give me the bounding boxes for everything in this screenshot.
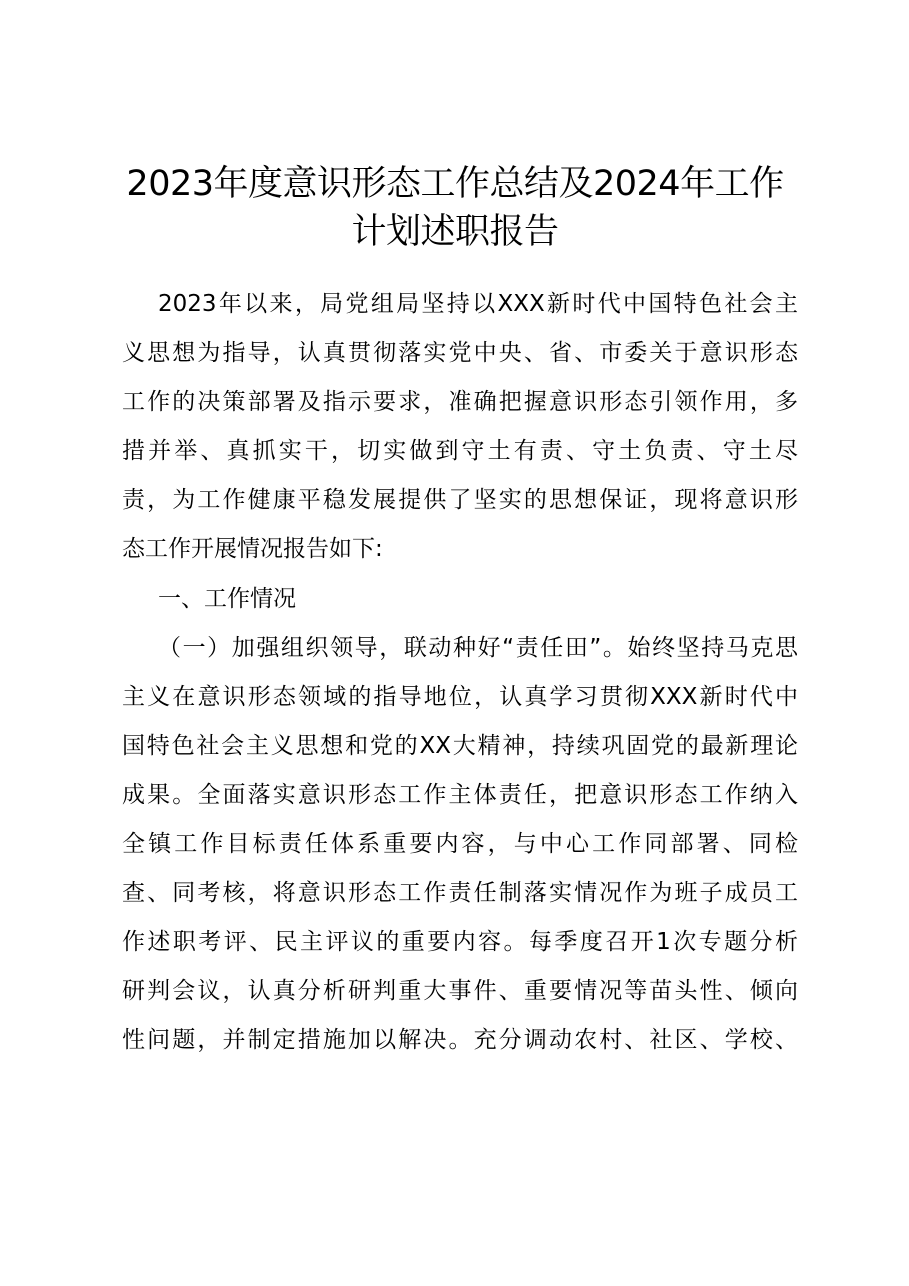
paragraph-line: 研判会议，认真分析研判重大事件、重要情况等苗头性、倾向 [122,978,798,1005]
paragraph-line: 成果。全面落实意识形态工作主体责任，把意识形态工作纳入 [122,781,798,808]
document-body [122,280,798,1066]
section-heading: 一、工作情况 [158,585,296,612]
paragraph-line: 全镇工作目标责任体系重要内容，与中心工作同部署、同检 [122,831,798,858]
paragraph-line: （一）加强组织领导，联动种好“责任田”。始终坚持马克思 [158,634,798,661]
paragraph-line: 责，为工作健康平稳发展提供了坚实的思想保证，现将意识形 [122,487,798,514]
paragraph-line: 性问题，并制定措施加以解决。充分调动农村、社区、学校、 [122,1027,798,1054]
title-line-2: 计划述职报告 [351,212,559,252]
paragraph-line: 措并举、真抓实干，切实做到守土有责、守土负责、守土尽 [122,438,798,465]
paragraph-line: 工作的决策部署及指示要求，准确把握意识形态引领作用，多 [122,389,798,416]
paragraph-intro [122,280,798,575]
paragraph-section-1 [122,624,798,1066]
paragraph-line: 国特色社会主义思想和党的XX大精神，持续巩固党的最新理论 [122,732,798,759]
paragraph-line: 主义在意识形态领域的指导地位，认真学习贯彻XXX新时代中 [122,683,798,710]
paragraph-line: 作述职考评、民主评议的重要内容。每季度召开1次专题分析 [122,929,798,956]
paragraph-line: 2023年以来，局党组局坚持以XXX新时代中国特色社会主 [158,291,798,317]
paragraph-line: 态工作开展情况报告如下: [122,536,383,563]
paragraph-line: 查、同考核，将意识形态工作责任制落实情况作为班子成员工 [122,880,798,907]
paragraph-line: 义思想为指导，认真贯彻落实党中央、省、市委关于意识形态 [122,340,798,367]
document-title [110,160,800,256]
title-line-1: 2023年度意识形态工作总结及2024年工作 [126,164,784,204]
